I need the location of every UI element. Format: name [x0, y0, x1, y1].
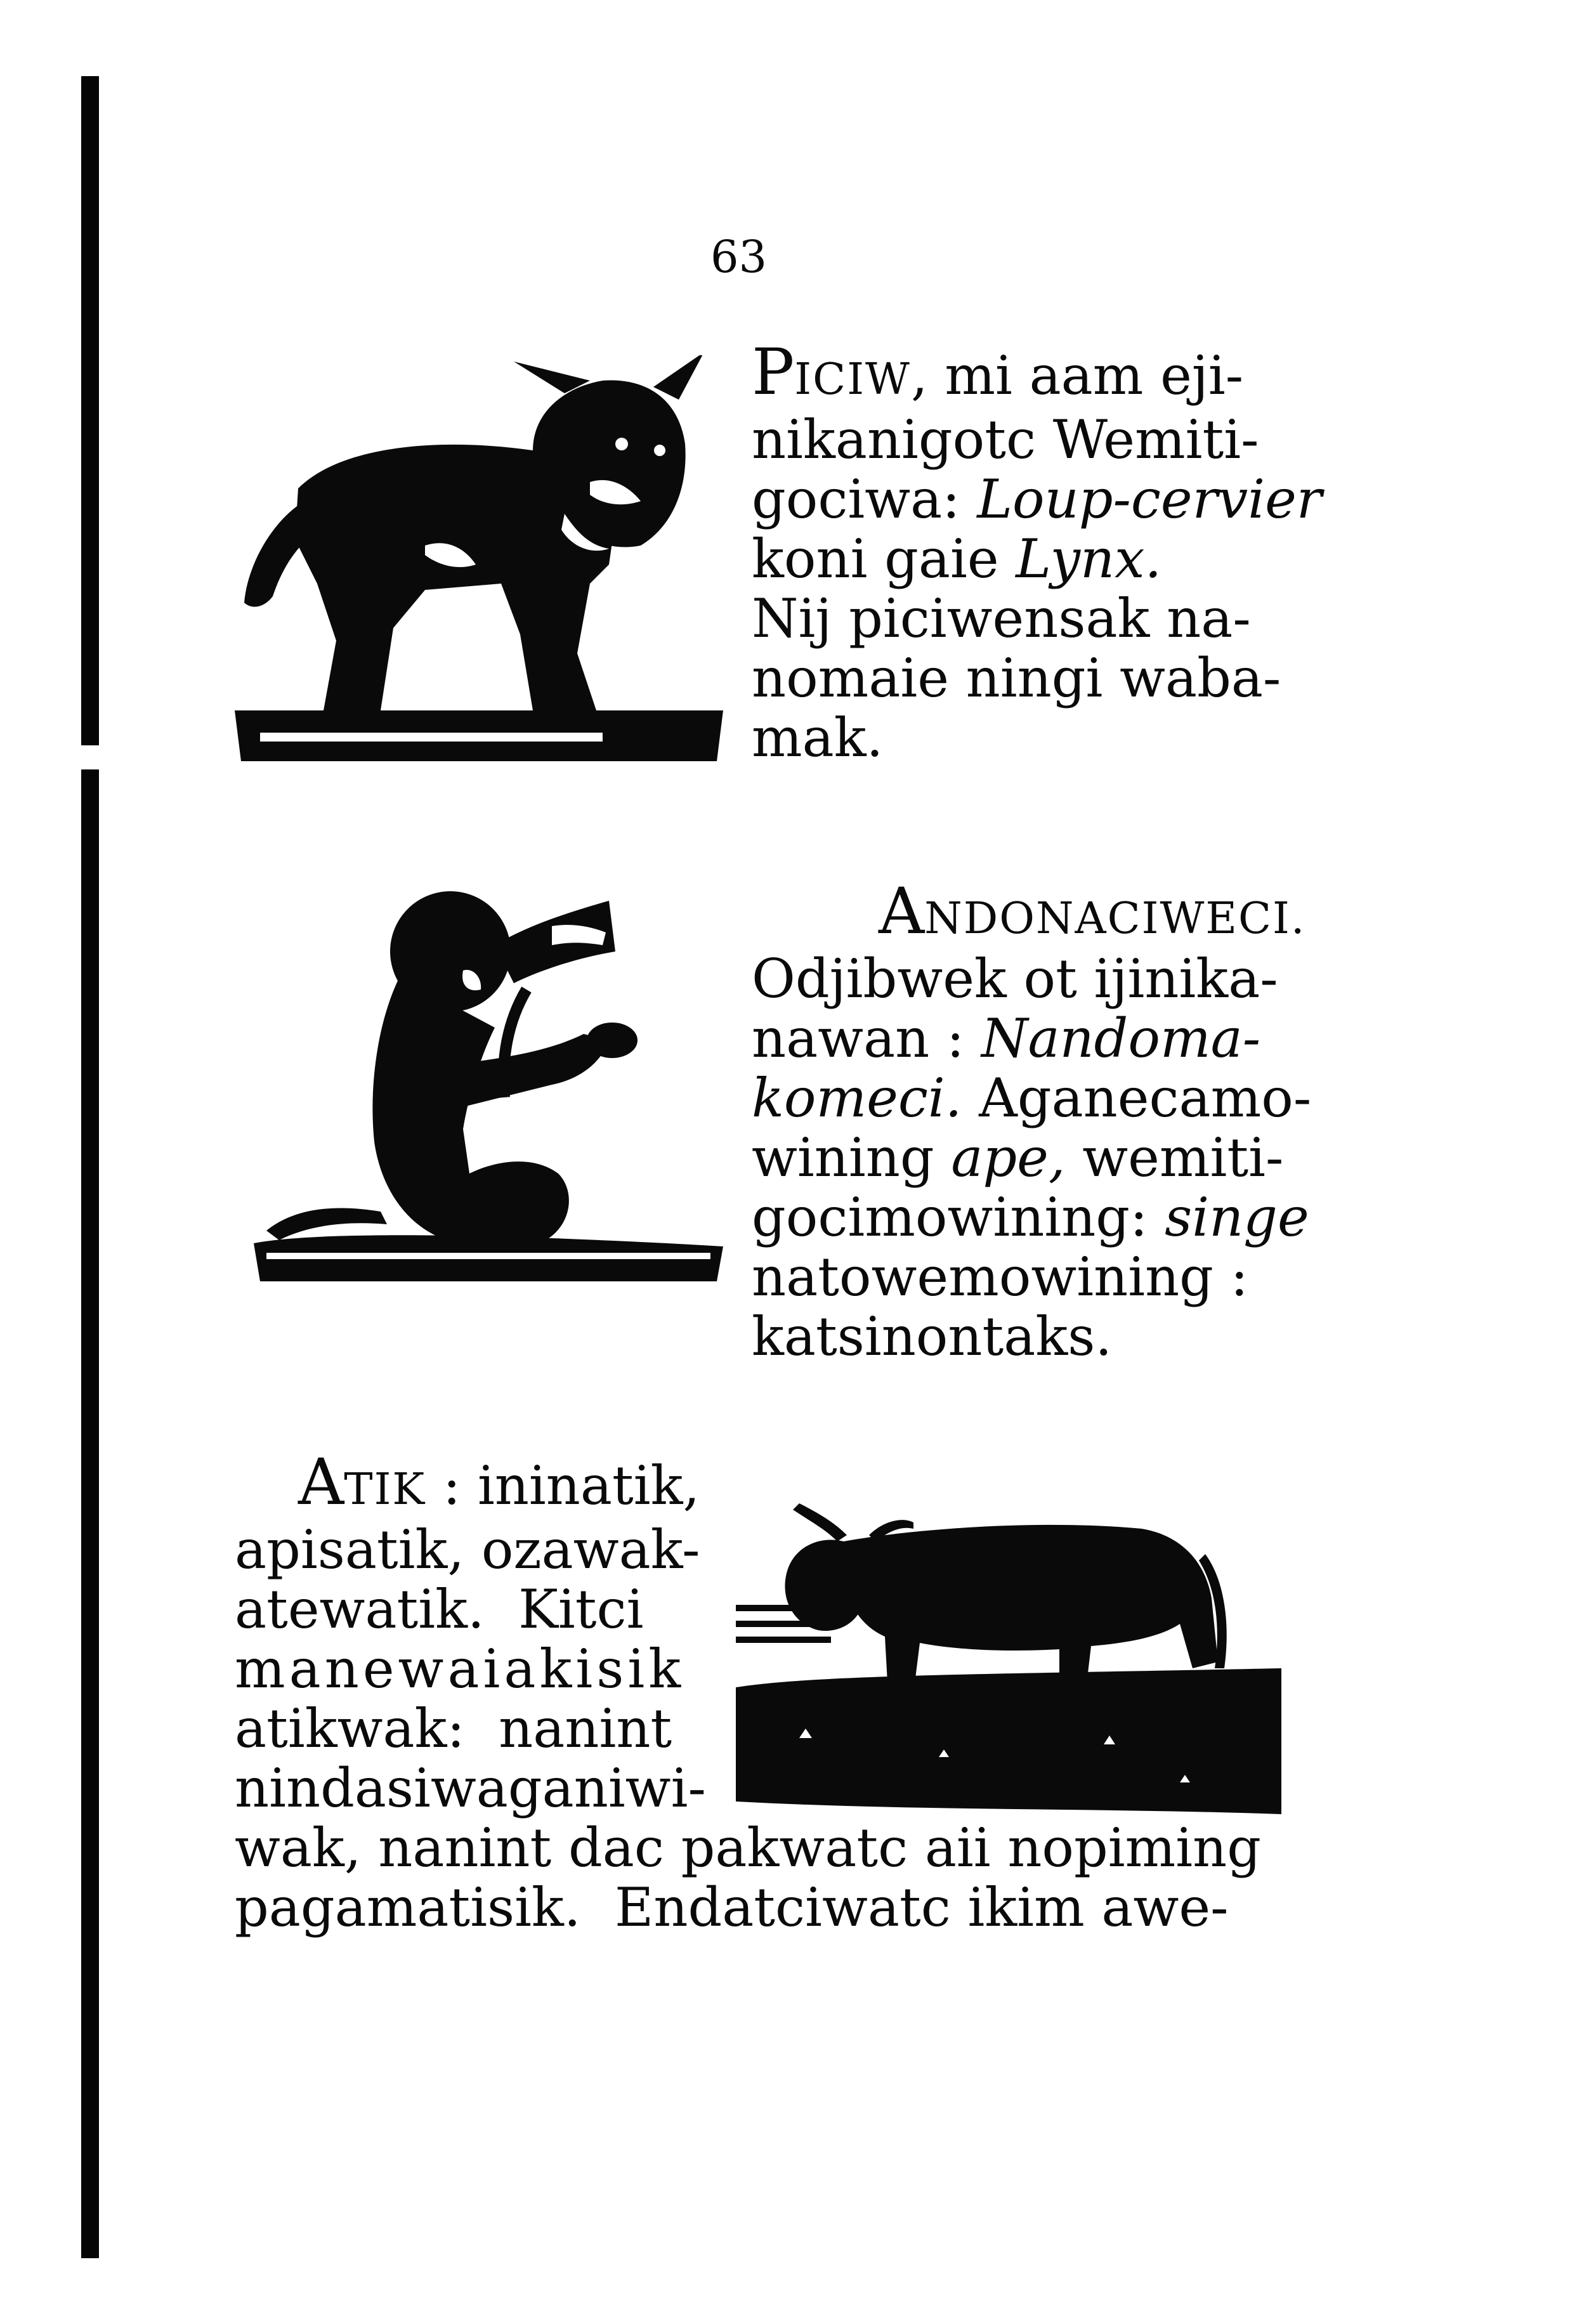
lynx-line-3	[752, 468, 1322, 530]
monkey-line-7: natowemowining :	[752, 1246, 1248, 1308]
lynx-french-name: Loup-cervier	[977, 468, 1322, 530]
lynx-name-initial: P	[752, 335, 795, 409]
monkey-english-name: ape,	[951, 1127, 1066, 1189]
lynx-illustration	[235, 355, 723, 774]
lynx-line-5: Nij piciwensak na-	[752, 587, 1251, 650]
bull-line-1	[235, 1445, 1294, 1520]
lynx-line-7: mak.	[752, 707, 884, 769]
monkey-line-5-text: wining	[752, 1127, 952, 1189]
scan-binding-gap	[81, 745, 99, 769]
lynx-line-2: nikanigotc Wemiti-	[752, 409, 1259, 471]
monkey-line-3-text: nawan :	[752, 1007, 981, 1069]
scan-binding-edge	[81, 76, 99, 2258]
monkey-line-4-text: Aganecamo-	[962, 1067, 1312, 1129]
lynx-line-4-text: koni gaie	[752, 528, 1016, 590]
monkey-french-name: singe	[1165, 1186, 1309, 1248]
monkey-line-2: Odjibwek ot ijinika-	[752, 948, 1278, 1010]
lynx-line-3-text: gociwa:	[752, 468, 978, 530]
monkey-illustration	[254, 888, 736, 1307]
bull-line-7: wak, nanint dac pakwatc aii nopiming	[235, 1817, 1262, 1879]
bull-line-6: nindasiwaganiwi-	[235, 1757, 706, 1819]
bull-line-4: manewaiakisik	[235, 1638, 685, 1700]
monkey-line-3	[752, 1009, 1291, 1068]
monkey-line-6	[752, 1186, 1309, 1248]
monkey-line-4	[752, 1067, 1312, 1129]
bull-line-1-text: : ininatik,	[426, 1455, 700, 1517]
page-number: 63	[710, 231, 768, 283]
lynx-latin-name: Lynx.	[1016, 528, 1162, 590]
monkey-native-name-part1: Nandoma-	[981, 1007, 1261, 1069]
monkey-title-rest: NDONACIWECI.	[924, 894, 1306, 944]
monkey-line-8: katsinontaks.	[752, 1305, 1113, 1368]
bull-line-5: atikwak: nanint	[235, 1697, 672, 1760]
monkey-entry	[752, 874, 1312, 1368]
bull-line-8: pagamatisik. Endatciwatc ikim awe-	[235, 1876, 1229, 1939]
monkey-native-name-part2: komeci.	[752, 1067, 962, 1129]
monkey-line-6-text: gocimowining:	[752, 1186, 1165, 1248]
bull-entry	[235, 1445, 1294, 1939]
bull-line-3: atewatik. Kitci	[235, 1578, 644, 1640]
lynx-line-1	[752, 335, 1291, 410]
bull-name-rest: TIK	[344, 1465, 426, 1515]
lynx-line-1-text: , mi aam eji-	[910, 344, 1244, 407]
bull-line-2: apisatik, ozawak-	[235, 1519, 700, 1581]
lynx-line-6: nomaie ningi waba-	[752, 647, 1281, 709]
monkey-line-5	[752, 1128, 1291, 1187]
monkey-line-5-rest: wemiti-	[1065, 1127, 1284, 1189]
lynx-entry	[752, 335, 1322, 769]
bull-name-initial: A	[298, 1445, 344, 1519]
lynx-line-4	[752, 529, 1291, 589]
monkey-title-initial: A	[879, 874, 925, 948]
monkey-title-line	[752, 874, 1306, 949]
lynx-name-rest: ICIW	[794, 355, 911, 405]
